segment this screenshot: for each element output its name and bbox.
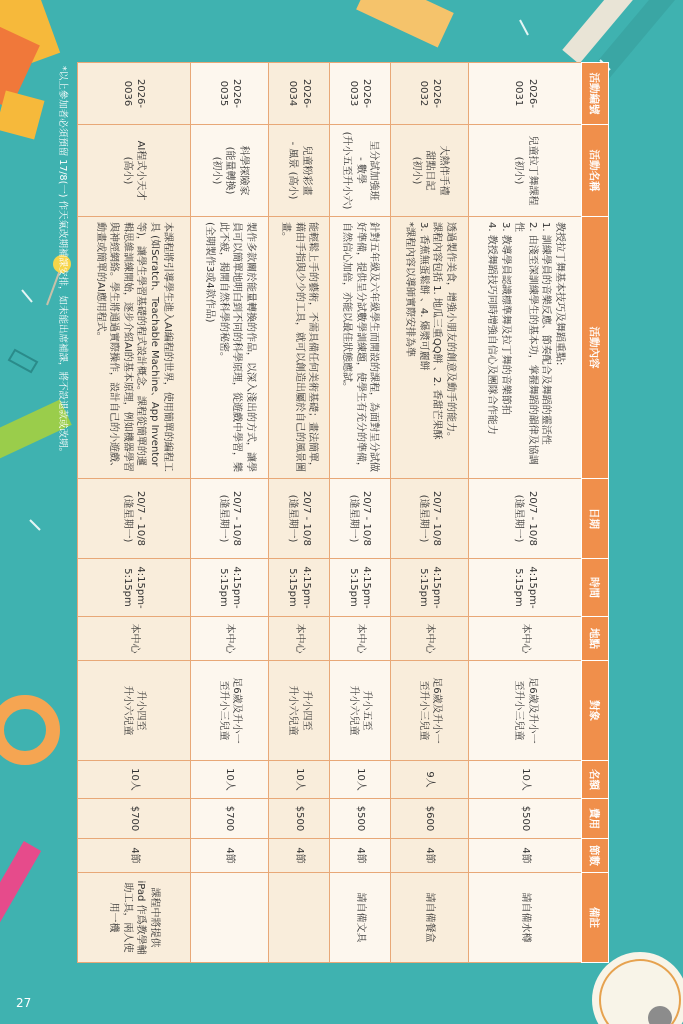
cell-fee: $600 <box>390 799 468 839</box>
cell-fee: $500 <box>269 799 330 839</box>
cell-quota: 9人 <box>390 761 468 799</box>
header-time: 時間 <box>582 559 609 617</box>
cell-target: 升小五至 升小六兒童 <box>330 661 391 761</box>
header-date: 日期 <box>582 479 609 559</box>
cell-date: 20/7 - 10/8 (逢星期一) <box>78 479 191 559</box>
table-row <box>469 63 582 963</box>
table-row <box>330 63 391 963</box>
cell-time: 4:15pm- 5:15pm <box>390 559 468 617</box>
cell-time: 4:15pm- 5:15pm <box>190 559 268 617</box>
header-remark: 備註 <box>582 873 609 963</box>
cell-quota: 10人 <box>269 761 330 799</box>
cell-code: 2026-0031 <box>469 63 582 125</box>
cell-name: 兒童拉丁舞課程 (初小) <box>469 125 582 217</box>
cell-target: 足6歲及升小一 至升小三兒童 <box>469 661 582 761</box>
cell-time: 4:15pm- 5:15pm <box>269 559 330 617</box>
cell-content: 製作多款關於能量轉換的作品，以深入淺出的方式，讓學員可以簡單地明白到不同的科學原理，從遊戲中學習，樂此不疲，揭開自然科學的秘密。 (全期製作3或4款作品) <box>190 217 268 479</box>
cell-place: 本中心 <box>190 617 268 661</box>
cell-code: 2026-0033 <box>330 63 391 125</box>
header-place: 地點 <box>582 617 609 661</box>
cell-content: 本課程將引導學生進入AI編程的世界，使用簡單的編程工具 (如Scratch、Teachable Machine、App Inventor等)，讓學生學習基礎的程式設計概念。課程從簡單的邏輯思維訓練開始，逐步介紹AI的基本原理，例如機器學習與神經網絡。學生將通過實際操作，設計自己的小遊戲、動畫或簡單的AI應用程式。 <box>78 217 191 479</box>
header-name: 活動名稱 <box>582 125 609 217</box>
cell-target: 足6歲及升小一 至升小三兒童 <box>190 661 268 761</box>
cell-content: 針對五年級及六年級學生而開設的課程，為面對呈分試做好準備，提供呈分試數學訓練題，使學生有充分的準備，自然信心加倍，亦能以最佳狀態應試。 <box>330 217 391 479</box>
cell-fee: $500 <box>469 799 582 839</box>
cell-code: 2026-0036 <box>78 63 191 125</box>
tape-roll-icon <box>0 702 53 758</box>
page-number: 27 <box>16 996 32 1010</box>
header-code: 活動編號 <box>582 63 609 125</box>
cell-sessions: 4節 <box>330 839 391 873</box>
cell-remark: 課程中將提供iPad 作爲教學輔助工具，兩人使用一機 <box>78 873 191 963</box>
header-sessions: 節數 <box>582 839 609 873</box>
course-schedule-table <box>77 62 609 963</box>
crayon-icon <box>0 841 41 929</box>
cell-fee: $700 <box>190 799 268 839</box>
cell-sessions: 4節 <box>390 839 468 873</box>
cell-fee: $700 <box>78 799 191 839</box>
cell-place: 本中心 <box>330 617 391 661</box>
cell-sessions: 4節 <box>269 839 330 873</box>
cell-name: 呈分試加強班 - 數學 (升小五至升小六) <box>330 125 391 217</box>
cell-sessions: 4節 <box>190 839 268 873</box>
sticky-note-icon <box>0 0 60 139</box>
table-row <box>190 63 268 963</box>
cell-place: 本中心 <box>390 617 468 661</box>
pushpin-outline-icon <box>9 350 37 372</box>
header-fee: 費用 <box>582 799 609 839</box>
cell-code: 2026-0034 <box>269 63 330 125</box>
cell-remark <box>269 873 330 963</box>
cell-quota: 10人 <box>190 761 268 799</box>
cell-fee: $500 <box>330 799 391 839</box>
cell-content: 能輕鬆上手的藝術，不需具備任何美術基礎；畫法簡單，藉由手指與少少的工具，就可以創造出屬於自己的風景圖畫。 <box>269 217 330 479</box>
cell-place: 本中心 <box>269 617 330 661</box>
cell-date: 20/7 - 10/8 (逢星期一) <box>330 479 391 559</box>
cell-content: 透過製作美食，增強小朋友的創意及動手的能力。 課程內容包括 1. 地瓜三重QQ餅 、2. 香甜芒果酥 3. 香蕉無蛋鬆餅 、4. 爆漿可麗餅 *課程內容以導師實際安排為準 <box>390 217 468 479</box>
cell-remark: 請自備文具 <box>330 873 391 963</box>
ruler-icon <box>356 0 454 47</box>
cell-name: 兒童粉彩畫 - 風景 (高小) <box>269 125 330 217</box>
footnote: *以上參加者必須預留 17/8(一) 作天氣改期補課安排，如未能出席補課，將不設退款或改期。 <box>57 66 68 458</box>
cell-date: 20/7 - 10/8 (逢星期一) <box>469 479 582 559</box>
cell-place: 本中心 <box>78 617 191 661</box>
header-quota: 名額 <box>582 761 609 799</box>
table-row <box>78 63 191 963</box>
table-row <box>269 63 330 963</box>
cell-date: 20/7 - 10/8 (逢星期一) <box>190 479 268 559</box>
cell-remark: 請自備餐盒 <box>390 873 468 963</box>
cell-content: 教授拉丁舞基本技巧及舞蹈重點: 1. 訓練學員的音樂反應、節奏配合及舞蹈的靈活性 2. 由淺至深訓練學生的基本功，掌握舞蹈的韻律及協調性 3. 教導學員認識標準舞及拉丁舞的音樂節拍 4. 教授舞蹈技巧同時增強自信心及團隊合作能力 <box>469 217 582 479</box>
cell-date: 20/7 - 10/8 (逢星期一) <box>269 479 330 559</box>
cell-remark <box>190 873 268 963</box>
cell-time: 4:15pm- 5:15pm <box>330 559 391 617</box>
cell-quota: 10人 <box>330 761 391 799</box>
cell-quota: 10人 <box>78 761 191 799</box>
cell-quota: 10人 <box>469 761 582 799</box>
cell-name: 科學探險家 (能量轉換) (初小) <box>190 125 268 217</box>
cell-target: 升小四至 升小六兒童 <box>78 661 191 761</box>
cell-code: 2026-0035 <box>190 63 268 125</box>
cell-time: 4:15pm- 5:15pm <box>469 559 582 617</box>
header-target: 對象 <box>582 661 609 761</box>
cell-target: 足6歲及升小一 至升小三兒童 <box>390 661 468 761</box>
cell-sessions: 4節 <box>469 839 582 873</box>
cell-name: AI程式小天才 (高小) <box>78 125 191 217</box>
cell-sessions: 4節 <box>78 839 191 873</box>
rotated-schedule-page <box>57 62 609 962</box>
cell-code: 2026-0032 <box>390 63 468 125</box>
cell-place: 本中心 <box>469 617 582 661</box>
cell-target: 升小四至 升小六兒童 <box>269 661 330 761</box>
header-content: 活動內容 <box>582 217 609 479</box>
cell-remark: 請自備水樽 <box>469 873 582 963</box>
header-row <box>582 63 609 963</box>
cell-time: 4:15pm- 5:15pm <box>78 559 191 617</box>
cell-date: 20/7 - 10/8 (逢星期一) <box>390 479 468 559</box>
cell-name: 大熱伴手禮 甜點日記 (初小) <box>390 125 468 217</box>
table-row <box>390 63 468 963</box>
table-body <box>78 63 582 963</box>
